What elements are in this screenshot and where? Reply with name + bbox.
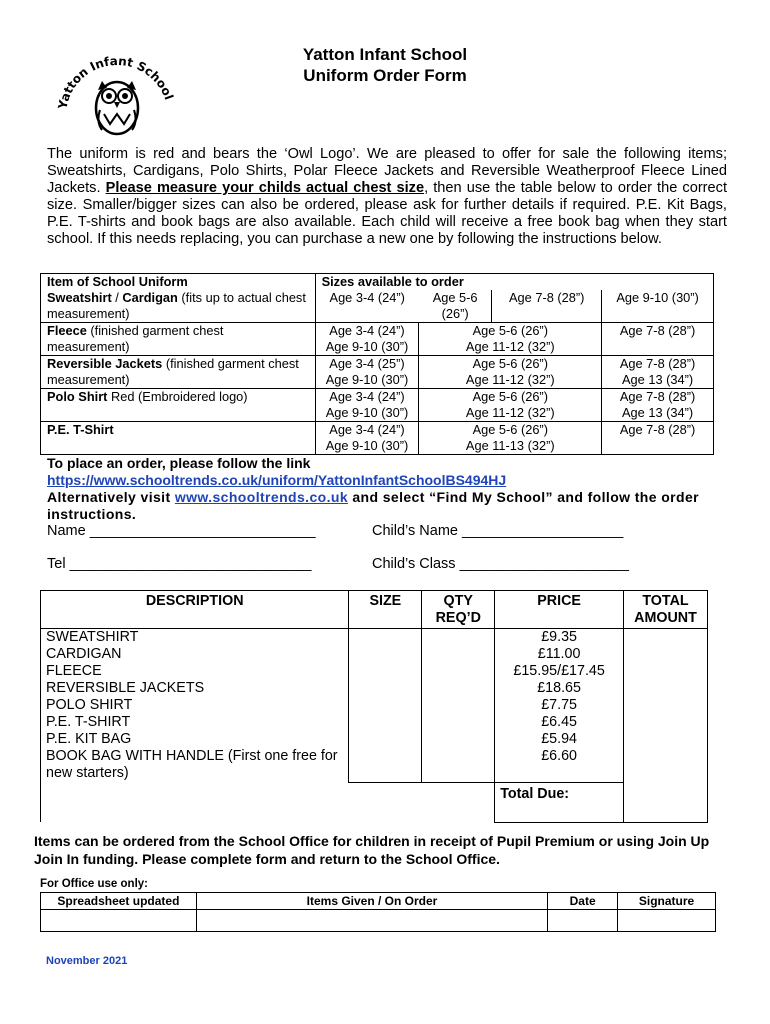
order-header-price: PRICE: [495, 591, 624, 629]
size-cell: Age 7-8 (28”): [619, 323, 696, 338]
size-item-sep: /: [111, 290, 123, 305]
size-cell: Age 5-6 (26”): [472, 323, 548, 338]
order-instructions: [47, 455, 727, 523]
size-item-name: P.E. T-Shirt: [47, 422, 114, 437]
size-table: [40, 273, 714, 455]
order-price: £6.45: [541, 714, 577, 730]
order-price: £18.65: [537, 680, 581, 696]
order-item: FLEECE: [46, 663, 102, 679]
order-header-qty: QTY REQ’D: [422, 591, 495, 629]
order-table: [40, 590, 708, 823]
intro-paragraph: [47, 146, 727, 248]
school-name: Yatton Infant School: [302, 45, 468, 64]
size-cell: Age 5-6 (26”): [472, 389, 548, 404]
size-cell: Age 7-8 (28”): [619, 356, 696, 371]
office-cell[interactable]: [41, 910, 197, 932]
order-blank: [349, 782, 495, 822]
size-row-sweatshirt: [41, 290, 714, 323]
size-row-reversible: [41, 356, 714, 389]
size-item-name: Sweatshirt: [47, 290, 112, 305]
office-use-table: [40, 892, 716, 932]
schooltrends-link[interactable]: www.schooltrends.co.uk: [174, 489, 349, 505]
order-item: BOOK BAG WITH HANDLE (First one free for new starters): [46, 748, 338, 781]
order-header-description: DESCRIPTION: [41, 591, 349, 629]
size-cell: Age 5-6 (26”): [472, 422, 548, 437]
order-price: £9.35: [541, 629, 577, 645]
order-header-size: SIZE: [349, 591, 422, 629]
size-cell: Age 11-12 (32”): [465, 339, 555, 354]
school-uniform-link[interactable]: https://www.schooltrends.co.uk/uniform/YattonInfantSchoolBS494HJ: [47, 472, 507, 488]
office-header-date: Date: [548, 893, 618, 910]
size-cell: Age 3-4 (25”): [329, 356, 405, 371]
total-amount-input[interactable]: [624, 629, 708, 823]
intro-emphasis: Please measure your childs actual chest size: [105, 180, 425, 196]
size-cell: Age 7-8 (28”): [619, 389, 696, 404]
order-item: POLO SHIRT: [46, 697, 133, 713]
size-cell: Age 9-10 (30”): [325, 438, 409, 453]
size-item-name: Reversible Jackets: [47, 356, 163, 371]
logo-text: Yatton Infant School: [55, 53, 177, 111]
order-price: £5.94: [541, 731, 577, 747]
size-cell: Age 9-10 (30”): [325, 339, 409, 354]
size-cell: Age 9-10 (30”): [602, 290, 714, 323]
size-cell: Age 11-12 (32”): [465, 372, 555, 387]
order-instruction-heading: To place an order, please follow the link: [47, 455, 311, 471]
qty-input[interactable]: [422, 629, 495, 783]
page-title: [248, 44, 522, 86]
alt-prefix: Alternatively visit: [47, 489, 175, 505]
office-header-signature: Signature: [618, 893, 716, 910]
size-cell: Age 3-4 (24”): [329, 323, 405, 338]
office-header-items: Items Given / On Order: [196, 893, 547, 910]
intro-text-1: The uniform is red and bears the ‘Owl Logo’. We are pleased to offer for sale the following items; Sweatshirts, Cardigans, Polo Shirts, Polar Fleece Jackets and Reversible Weatherproof Fleece Lined Jackets.: [47, 146, 727, 196]
size-cell: Age 13 (34”): [622, 372, 694, 387]
size-cell: Age 9-10 (30”): [325, 372, 409, 387]
size-cell: Age 3-4 (24”): [329, 389, 405, 404]
order-header-total: TOTAL AMOUNT: [624, 591, 708, 629]
total-due-label: Total Due:: [495, 782, 624, 822]
size-input[interactable]: [349, 629, 422, 783]
child-name-field[interactable]: Child’s Name ____________________: [372, 523, 624, 539]
size-item-name: Fleece: [47, 323, 87, 338]
order-item: P.E. KIT BAG: [46, 731, 132, 747]
office-cell[interactable]: [196, 910, 547, 932]
order-price: £15.95/£17.45: [513, 663, 605, 679]
order-price: £7.75: [541, 697, 577, 713]
size-item-note: (finished garment chest measurement): [47, 323, 224, 354]
office-header-spreadsheet: Spreadsheet updated: [41, 893, 197, 910]
size-header-sizes: Sizes available to order: [315, 274, 713, 291]
order-blank: [41, 782, 349, 822]
intro-text-2: , then use the table below to order the correct size. Smaller/bigger sizes can also be ordered, please ask for further details if required. P.E. Kit Bags, P.E. T-shirts and book bags are also available. Each child will receive a free book bag when they start school. If this needs replacing, you can purchase a new one by following the instructions below.: [47, 180, 728, 247]
size-cell: Age 5-6 (26”): [472, 356, 548, 371]
order-item: CARDIGAN: [46, 646, 122, 662]
office-cell[interactable]: [548, 910, 618, 932]
size-cell: Age 7-8 (28”): [619, 422, 696, 437]
form-title: Uniform Order Form: [303, 66, 467, 85]
school-logo: [52, 38, 178, 143]
size-cell: Age 9-10 (30”): [325, 405, 409, 420]
size-item-note: Red (Embroidered logo): [107, 389, 248, 404]
size-item-note: (finished garment chest measurement): [47, 356, 299, 387]
order-price: £11.00: [537, 646, 581, 662]
size-cell: Age 11-13 (32”): [465, 438, 555, 453]
order-item: REVERSIBLE JACKETS: [46, 680, 205, 696]
order-price: £6.60: [541, 748, 577, 764]
size-item-name: Polo Shirt: [47, 389, 108, 404]
office-use-label: For Office use only:: [40, 878, 148, 890]
pupil-premium-note: Items can be ordered from the School Office for children in receipt of Pupil Premium or using Join Up Join In funding. Please complete form and return to the School Office.: [34, 833, 710, 867]
size-cell: Age 3-4 (24”): [315, 290, 419, 323]
order-descriptions: [41, 629, 349, 783]
size-header-item: Item of School Uniform: [41, 274, 316, 291]
tel-field[interactable]: Tel ______________________________: [47, 556, 312, 572]
order-item: SWEATSHIRT: [46, 629, 139, 645]
size-cell: Age 7-8 (28”): [492, 290, 602, 323]
order-item: P.E. T-SHIRT: [46, 714, 131, 730]
child-class-field[interactable]: Child’s Class _____________________: [372, 556, 629, 572]
office-cell[interactable]: [618, 910, 716, 932]
size-row-polo: [41, 389, 714, 422]
size-row-pe-tshirt: [41, 422, 714, 455]
order-prices: [495, 629, 624, 783]
size-cell: Age 11-12 (32”): [465, 405, 555, 420]
size-item-note: (fits up to actual chest measurement): [47, 290, 306, 321]
size-item-name: Cardigan: [122, 290, 178, 305]
alt-suffix: and select “Find My School” and follow the order instructions.: [47, 489, 699, 522]
size-row-fleece: [41, 323, 714, 356]
size-cell: Age 13 (34”): [622, 405, 694, 420]
document-date: November 2021: [46, 955, 128, 967]
size-cell: Age 3-4 (24”): [329, 422, 405, 437]
size-cell: Age 5-6 (26”): [419, 290, 492, 323]
name-field[interactable]: Name ____________________________: [47, 523, 316, 539]
